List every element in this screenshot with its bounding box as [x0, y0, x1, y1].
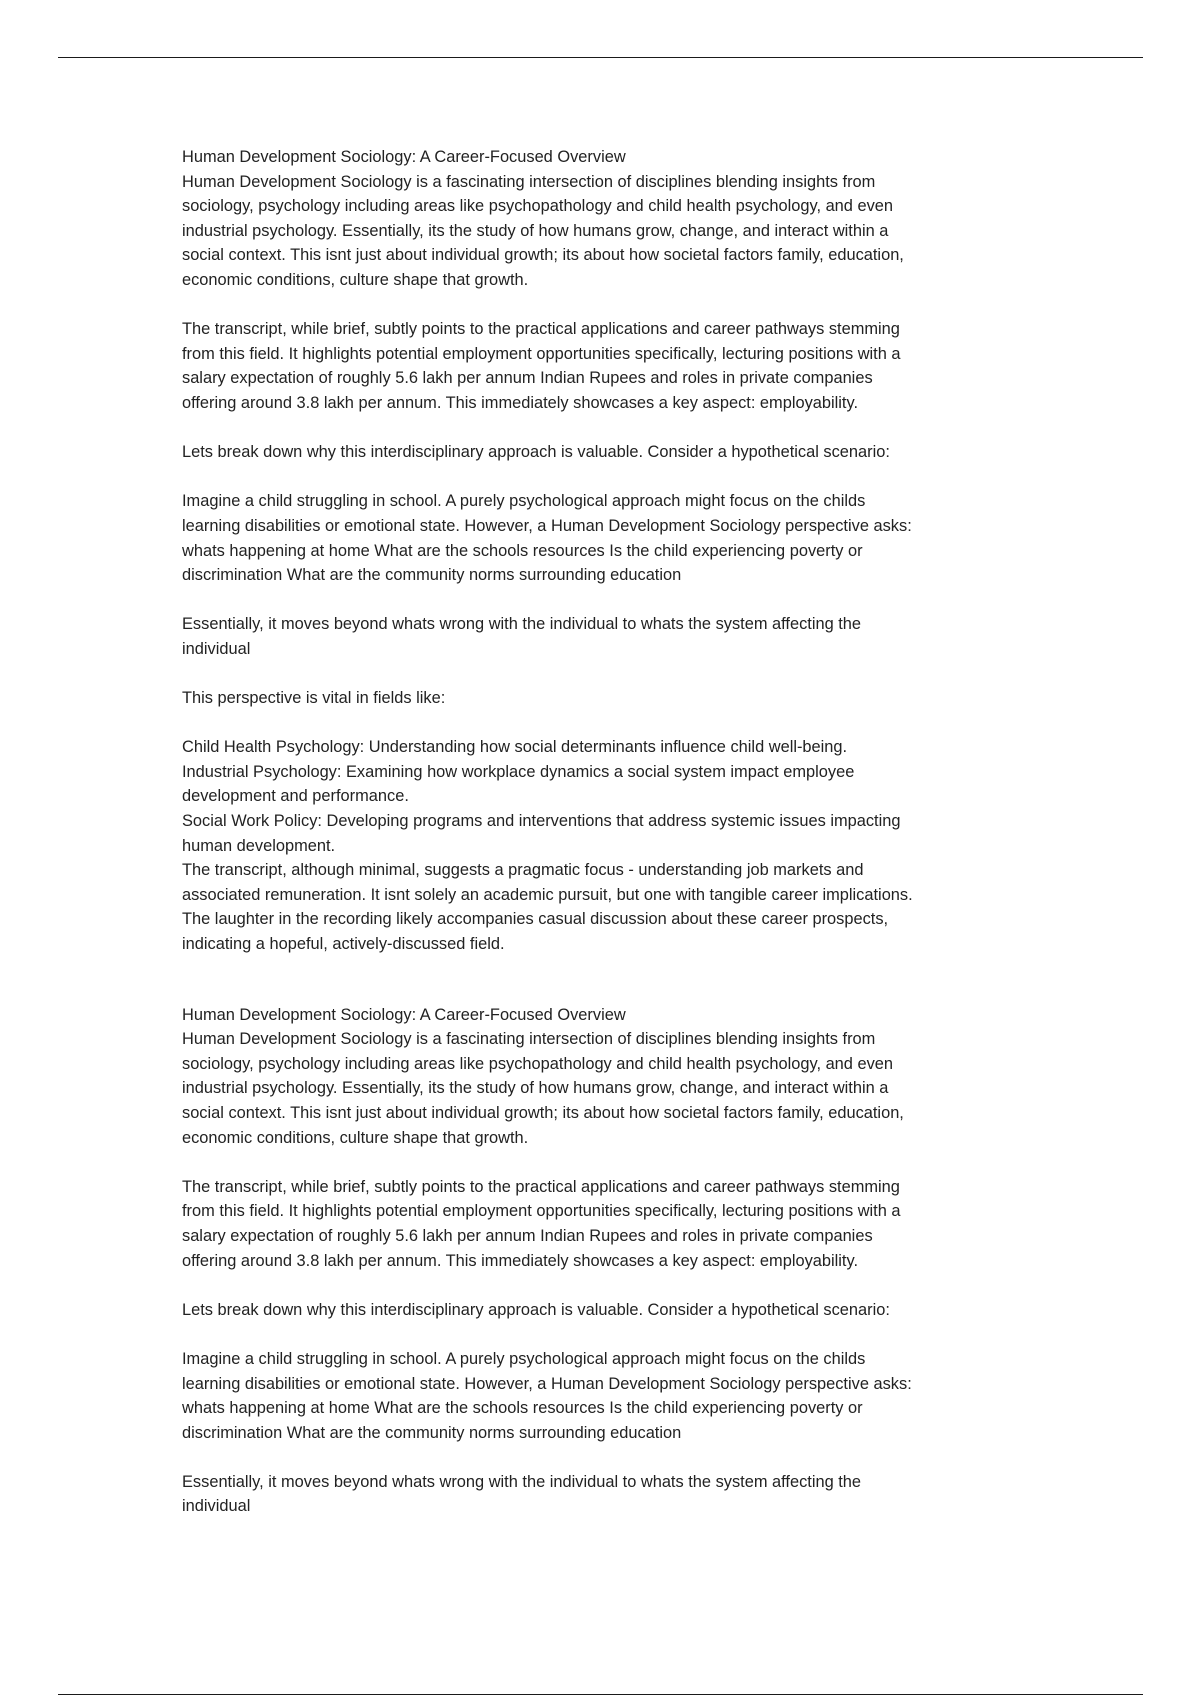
- list-item: Child Health Psychology: Understanding how social determinants influence child well-being.: [182, 738, 848, 757]
- paragraph: Imagine a child struggling in school. A purely psychological approach might focus on the childs learning disabilities or emotional state. However, a Human Development Sociology perspective asks: whats happening at home What are the schools resources Is the child experiencing poverty or discrimination What are the community norms surrounding education: [182, 1349, 912, 1442]
- section-2: [182, 1003, 1042, 1519]
- section-gap: [182, 957, 1042, 1003]
- list-item: Industrial Psychology: Examining how workplace dynamics a social system impact employee development and performance.: [182, 762, 855, 806]
- paragraph: The transcript, while brief, subtly points to the practical applications and career pathways stemming from this field. It highlights potential employment opportunities specifically, lecturing positions with a salary expectation of roughly 5.6 lakh per annum Indian Rupees and roles in private companies offering around 3.8 lakh per annum. This immediately showcases a key aspect: employability.: [182, 320, 901, 412]
- fields-list: [182, 735, 1042, 858]
- section-1: [182, 145, 1042, 957]
- paragraph: Essentially, it moves beyond whats wrong with the individual to whats the system affecting the individual: [182, 615, 862, 658]
- paragraph: Human Development Sociology is a fascinating intersection of disciplines blending insights from sociology, psychology including areas like psychopathology and child health psychology, and even industrial psychology. Essentially, its the study of how humans grow, change, and interact within a social context. This isnt just about individual growth; its about how societal factors family, education, economic conditions, culture shape that growth.: [182, 172, 904, 289]
- paragraph: Imagine a child struggling in school. A purely psychological approach might focus on the childs learning disabilities or emotional state. However, a Human Development Sociology perspective asks: whats happening at home What are the schools resources Is the child experiencing poverty or discrimination What are the community norms surrounding education: [182, 492, 912, 585]
- paragraph: Lets break down why this interdisciplinary approach is valuable. Consider a hypothetical scenario:: [182, 1300, 890, 1319]
- paragraph: Essentially, it moves beyond whats wrong with the individual to whats the system affecting the individual: [182, 1472, 862, 1516]
- paragraph: Human Development Sociology is a fascinating intersection of disciplines blending insights from sociology, psychology including areas like psychopathology and child health psychology, and even industrial psychology. Essentially, its the study of how humans grow, change, and interact within a social context. This isnt just about individual growth; its about how societal factors family, education, economic conditions, culture shape that growth.: [182, 1030, 904, 1147]
- list-item: Social Work Policy: Developing programs and interventions that address systemic issues impacting human development.: [182, 812, 901, 855]
- closing-paragraph: The transcript, although minimal, suggests a pragmatic focus - understanding job markets and associated remuneration. It isnt solely an academic pursuit, but one with tangible career implications. The laughter in the recording likely accompanies casual discussion about these career prospects, indicating a hopeful, actively-discussed field.: [182, 861, 913, 953]
- document-body: [182, 145, 1042, 1519]
- header-rule: [58, 57, 1143, 58]
- paragraph: Lets break down why this interdisciplinary approach is valuable. Consider a hypothetical scenario:: [182, 443, 890, 462]
- paragraph: This perspective is vital in fields like:: [182, 689, 446, 708]
- section-title: Human Development Sociology: A Career-Focused Overview: [182, 148, 626, 166]
- section-title: Human Development Sociology: A Career-Focused Overview: [182, 1005, 626, 1024]
- footer-rule: [58, 1694, 1143, 1695]
- paragraph: The transcript, while brief, subtly points to the practical applications and career pathways stemming from this field. It highlights potential employment opportunities specifically, lecturing positions with a salary expectation of roughly 5.6 lakh per annum Indian Rupees and roles in private companies offering around 3.8 lakh per annum. This immediately showcases a key aspect: employability.: [182, 1177, 901, 1270]
